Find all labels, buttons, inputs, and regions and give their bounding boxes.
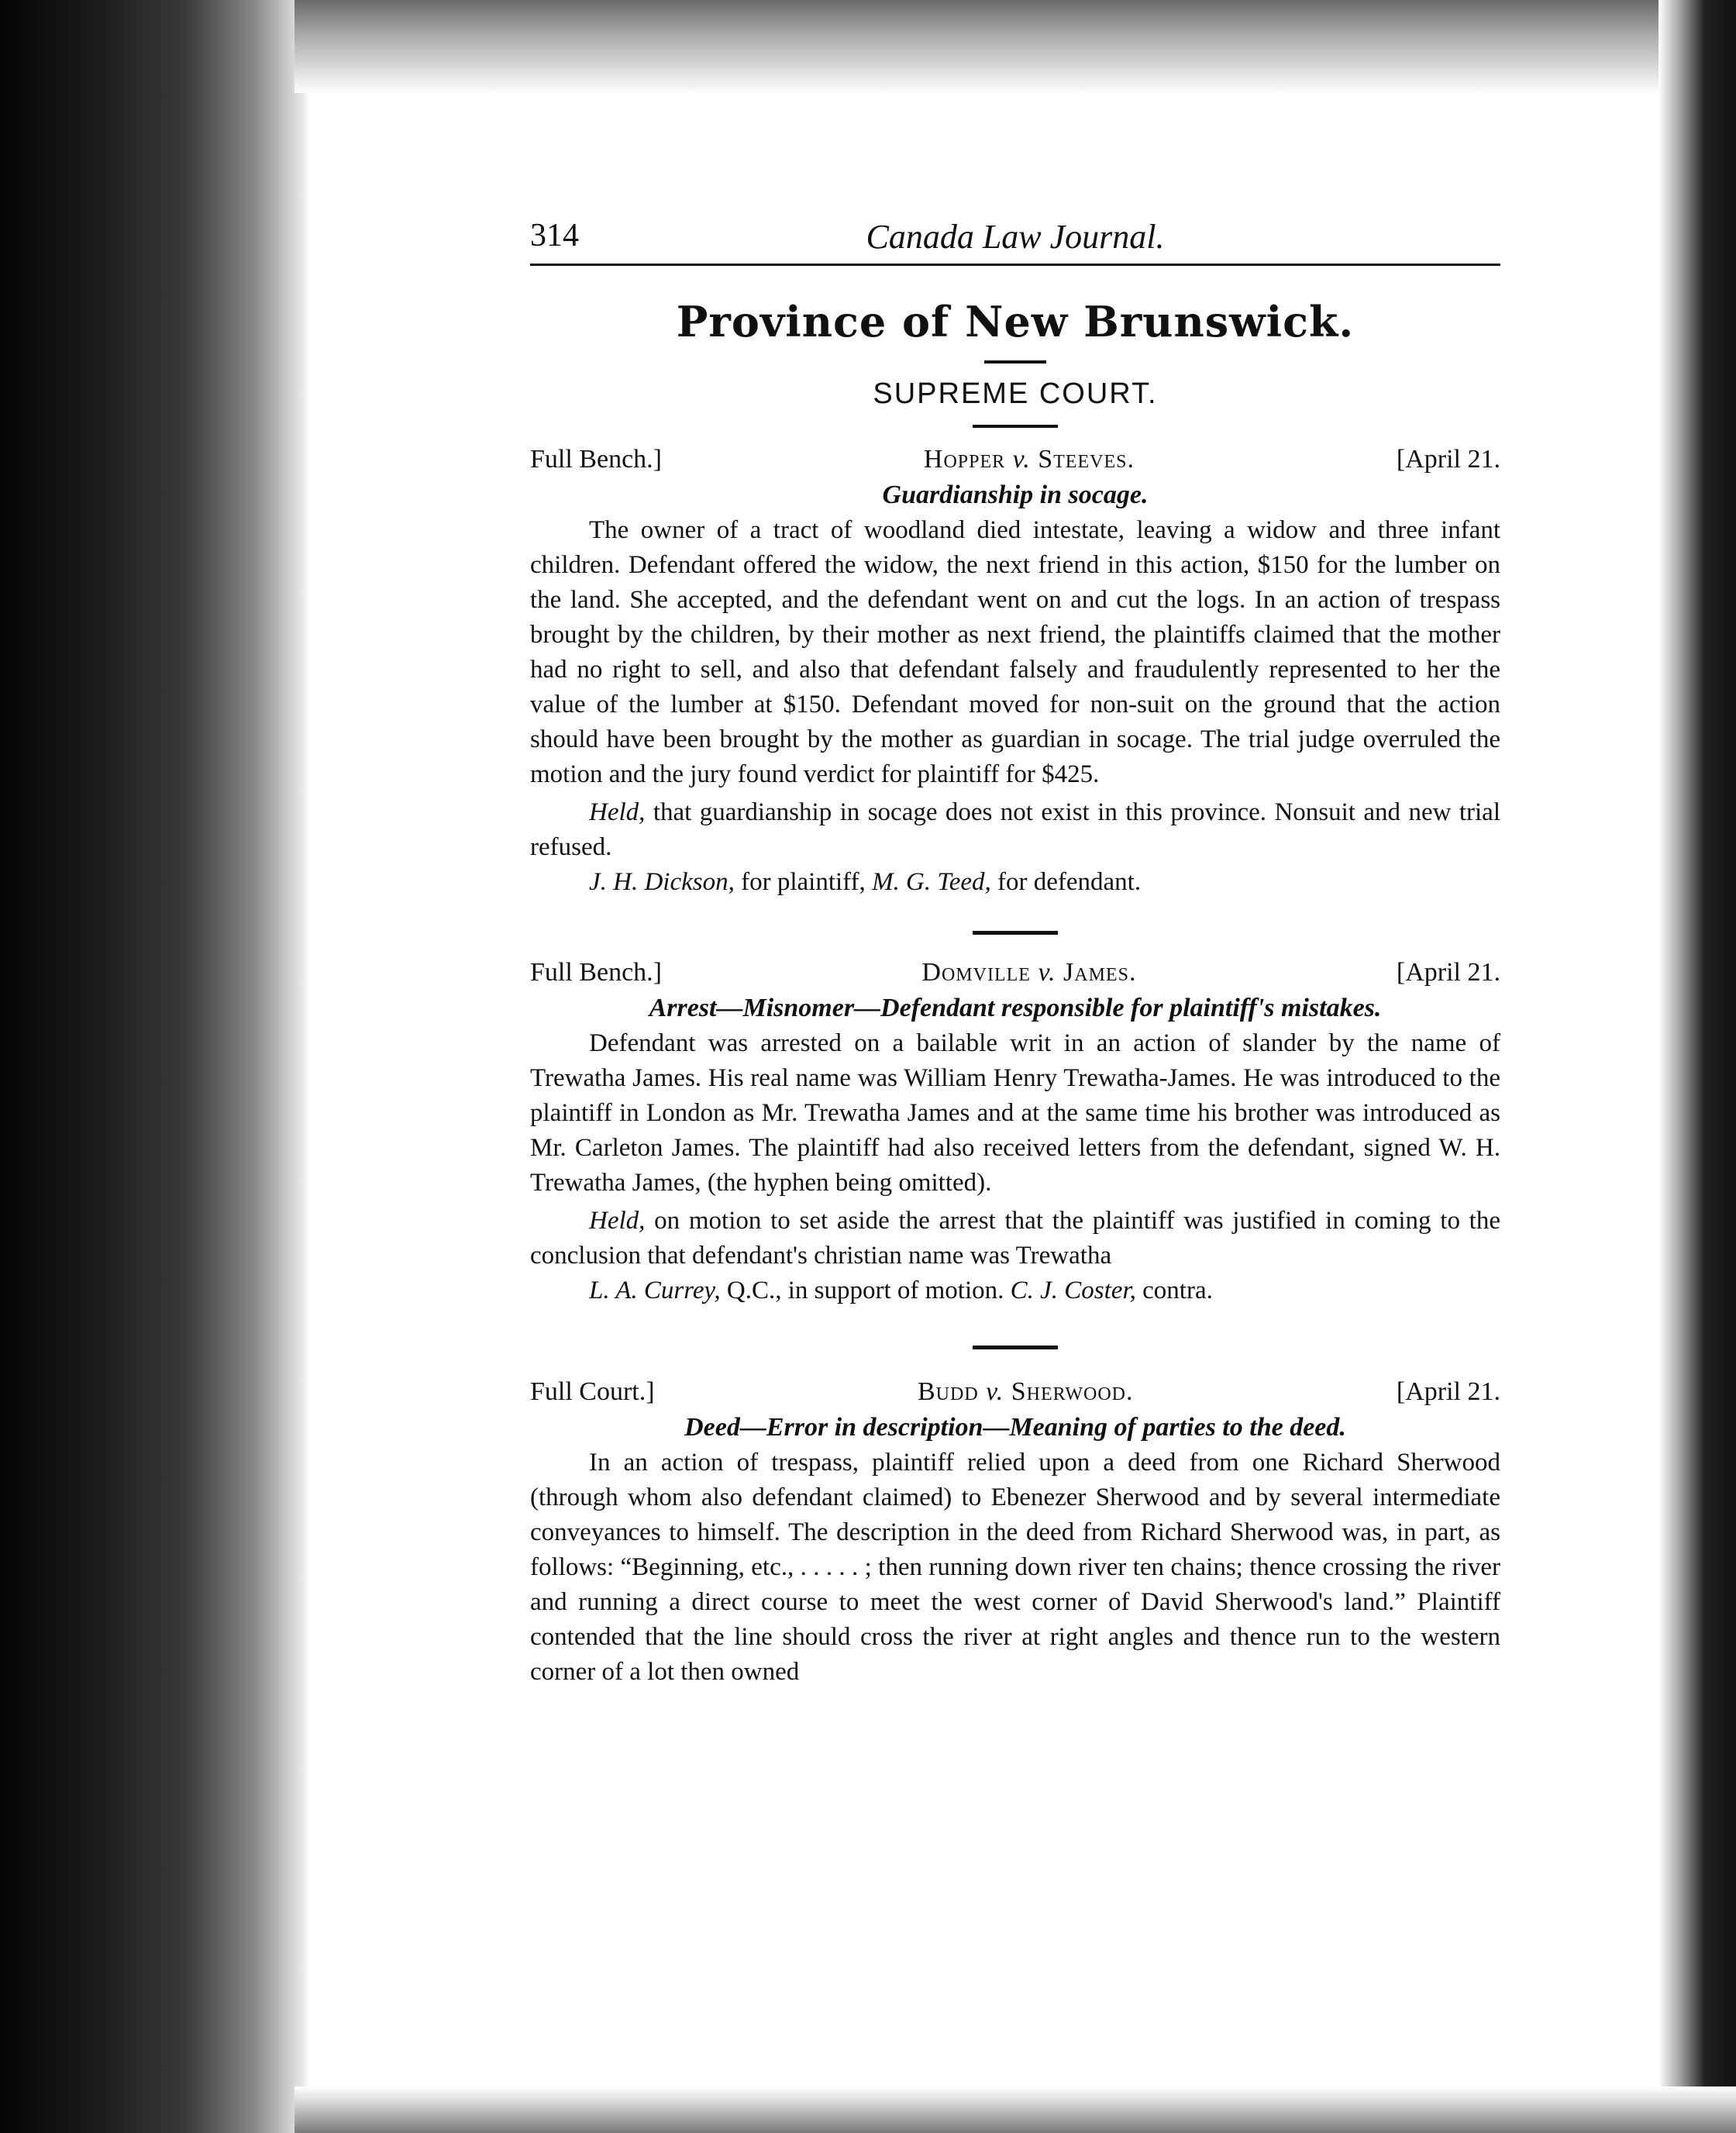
counsel-role: for defendant.	[990, 868, 1142, 896]
counsel-role: for plaintiff,	[734, 868, 873, 896]
case-header	[530, 958, 1500, 987]
counsel-plaintiff: J. H. Dickson,	[589, 868, 735, 896]
province-heading: Province of New Brunswick.	[676, 297, 1355, 346]
case-header	[530, 1377, 1500, 1407]
counsel-plaintiff: L. A. Currey,	[589, 1277, 721, 1304]
party-a: Domville	[921, 958, 1031, 987]
court-heading: SUPREME COURT.	[873, 377, 1158, 410]
case-domville-v-james	[530, 958, 1500, 1308]
counsel-defendant: M. G. Teed,	[872, 868, 991, 896]
case-counsel	[530, 1273, 1500, 1308]
scan-shadow-bottom	[294, 2086, 1736, 2133]
bench-label: Full Bench.]	[530, 958, 662, 987]
case-separator	[973, 1346, 1058, 1349]
bench-label: Full Bench.]	[530, 445, 662, 474]
versus: v.	[986, 1377, 1004, 1406]
case-name	[924, 445, 1135, 474]
journal-title: Canada Law Journal.	[866, 218, 1165, 256]
scan-shadow-left	[0, 0, 310, 2133]
case-subject: Guardianship in socage.	[882, 481, 1149, 509]
party-a: Budd	[917, 1377, 979, 1406]
held-text: on motion to set aside the arrest that the plaintiff was justified in coming to the conclusion that defendant's christian name was Trewatha	[530, 1207, 1500, 1270]
running-head	[530, 209, 1500, 266]
case-holding	[530, 795, 1500, 865]
case-date: [April 21.	[1396, 445, 1500, 474]
case-holding	[530, 1204, 1500, 1273]
counsel-role: contra.	[1135, 1277, 1213, 1304]
bench-label: Full Court.]	[530, 1377, 655, 1406]
case-subject: Arrest—Misnomer—Defendant responsible for plaintiff's mistakes.	[649, 994, 1382, 1022]
case-budd-v-sherwood	[530, 1377, 1500, 1690]
counsel-defendant: C. J. Coster,	[1010, 1277, 1136, 1304]
versus: v.	[1038, 958, 1056, 987]
case-name	[921, 958, 1136, 987]
scan-shadow-right	[1658, 0, 1736, 2133]
versus: v.	[1012, 445, 1031, 474]
heading-rule	[973, 425, 1058, 428]
page-number: 314	[530, 218, 579, 253]
journal-page	[530, 209, 1500, 1690]
case-subject: Deed—Error in description—Meaning of parties to the deed.	[684, 1413, 1346, 1442]
case-hopper-v-steeves	[530, 445, 1500, 900]
party-a: Hopper	[923, 445, 1006, 474]
heading-rule	[984, 360, 1046, 364]
held-text: that guardianship in socage does not exist in this province. Nonsuit and new trial refused.	[530, 798, 1500, 861]
party-b: Steeves.	[1038, 445, 1135, 474]
case-facts: Defendant was arrested on a bailable writ in an action of slander by the name of Trewatha James. His real name was William Henry Trewatha-James. He was introduced to the plaintiff in London as Mr. Trewatha James and at the same time his brother was introduced as Mr. Carleton James. The plaintiff had also received letters from the defendant, signed W. H. Trewatha James, (the hyphen being omitted).	[530, 1029, 1500, 1197]
case-facts: The owner of a tract of woodland died intestate, leaving a widow and three infant children. Defendant offered the widow, the next friend in this action, $150 for the lumber on the land. She accepted, and the defendant went on and cut the logs. In an action of trespass brought by the children, by their mother as next friend, the plaintiffs claimed that the mother had no right to sell, and also that defendant falsely and fraudulently represented to her the value of the lumber at $150. Defendant moved for non-suit on the ground that the action should have been brought by the mother as guardian in socage. The trial judge overruled the motion and the jury found verdict for plaintiff for $425.	[530, 516, 1500, 788]
held-label: Held,	[589, 1207, 646, 1235]
case-counsel	[530, 865, 1500, 900]
counsel-role: Q.C., in support of motion.	[720, 1277, 1011, 1304]
held-label: Held,	[589, 798, 646, 826]
case-date: [April 21.	[1396, 1377, 1500, 1406]
case-name	[918, 1377, 1134, 1407]
party-b: Sherwood.	[1011, 1377, 1134, 1406]
case-facts: In an action of trespass, plaintiff relied upon a deed from one Richard Sherwood (through whom also defendant claimed) to Ebenezer Sherwood and by several intermediate conveyances to himself. The description in the deed from Richard Sherwood was, in part, as follows: “Beginning, etc., . . . . . ; then running down river ten chains; thence crossing the river and running a direct course to meet the west corner of David Sherwood's land.” Plaintiff contended that the line should cross the river at right angles and thence run to the western corner of a lot then owned	[530, 1449, 1500, 1686]
scan-shadow-top	[294, 0, 1736, 93]
case-date: [April 21.	[1396, 958, 1500, 987]
case-separator	[973, 931, 1058, 935]
case-header	[530, 445, 1500, 474]
party-b: James.	[1063, 958, 1137, 987]
